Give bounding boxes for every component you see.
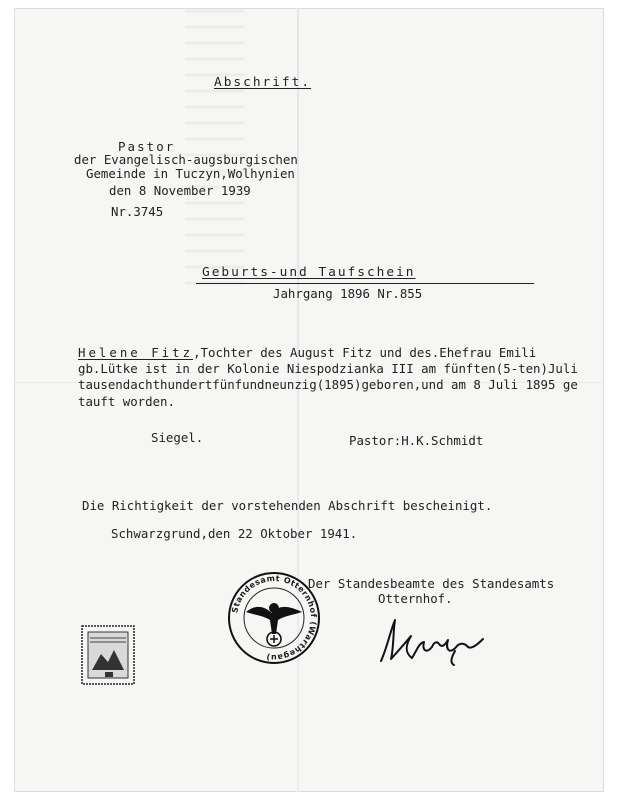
certification-text: Die Richtigkeit der vorstehenden Abschrift bescheinigt. (82, 498, 493, 513)
issuer-number: Nr.3745 (111, 204, 164, 219)
seal-lettering: Standesamt Otternhof (Warthegau) (230, 573, 319, 663)
title-underline (196, 283, 534, 284)
pastor-signature: Pastor:H.K.Schmidt (349, 433, 484, 448)
body-line-1-text: ,Tochter des August Fitz und des.Ehefrau Emili (193, 345, 537, 360)
official-title: Der Standesbeamte des Standesamts (308, 576, 555, 591)
body-line-3: tausendachthundertfünfundneunzig(1895)geboren,und am 8 Juli 1895 ge (78, 377, 578, 392)
person-name: Helene Fitz (78, 345, 194, 360)
issuer-date: den 8 November 1939 (109, 183, 251, 198)
eagle-seal-icon (226, 570, 322, 666)
certificate-title: Geburts-und Taufschein (202, 265, 416, 280)
body-line-1 (78, 346, 536, 360)
official-signature-icon (378, 612, 488, 668)
ink-bleed-through (185, 10, 245, 290)
body-line-2: gb.Lütke ist in der Kolonie Niespodzianka III am fünften(5-ten)Juli (78, 361, 578, 376)
issuer-line-2: der Evangelisch-augsburgischen (74, 152, 298, 167)
issuer-line-1: Pastor (118, 139, 176, 154)
seal-note: Siegel. (151, 430, 204, 445)
vertical-fold (297, 8, 299, 792)
place-date: Schwarzgrund,den 22 Oktober 1941. (111, 526, 358, 541)
revenue-stamp-icon (80, 624, 136, 686)
year-line: Jahrgang 1896 Nr.855 (273, 286, 423, 301)
document-heading: Abschrift. (214, 75, 312, 90)
body-line-4: tauft worden. (78, 394, 175, 409)
official-office: Otternhof. (378, 591, 453, 606)
issuer-line-3: Gemeinde in Tuczyn,Wolhynien (86, 166, 295, 181)
